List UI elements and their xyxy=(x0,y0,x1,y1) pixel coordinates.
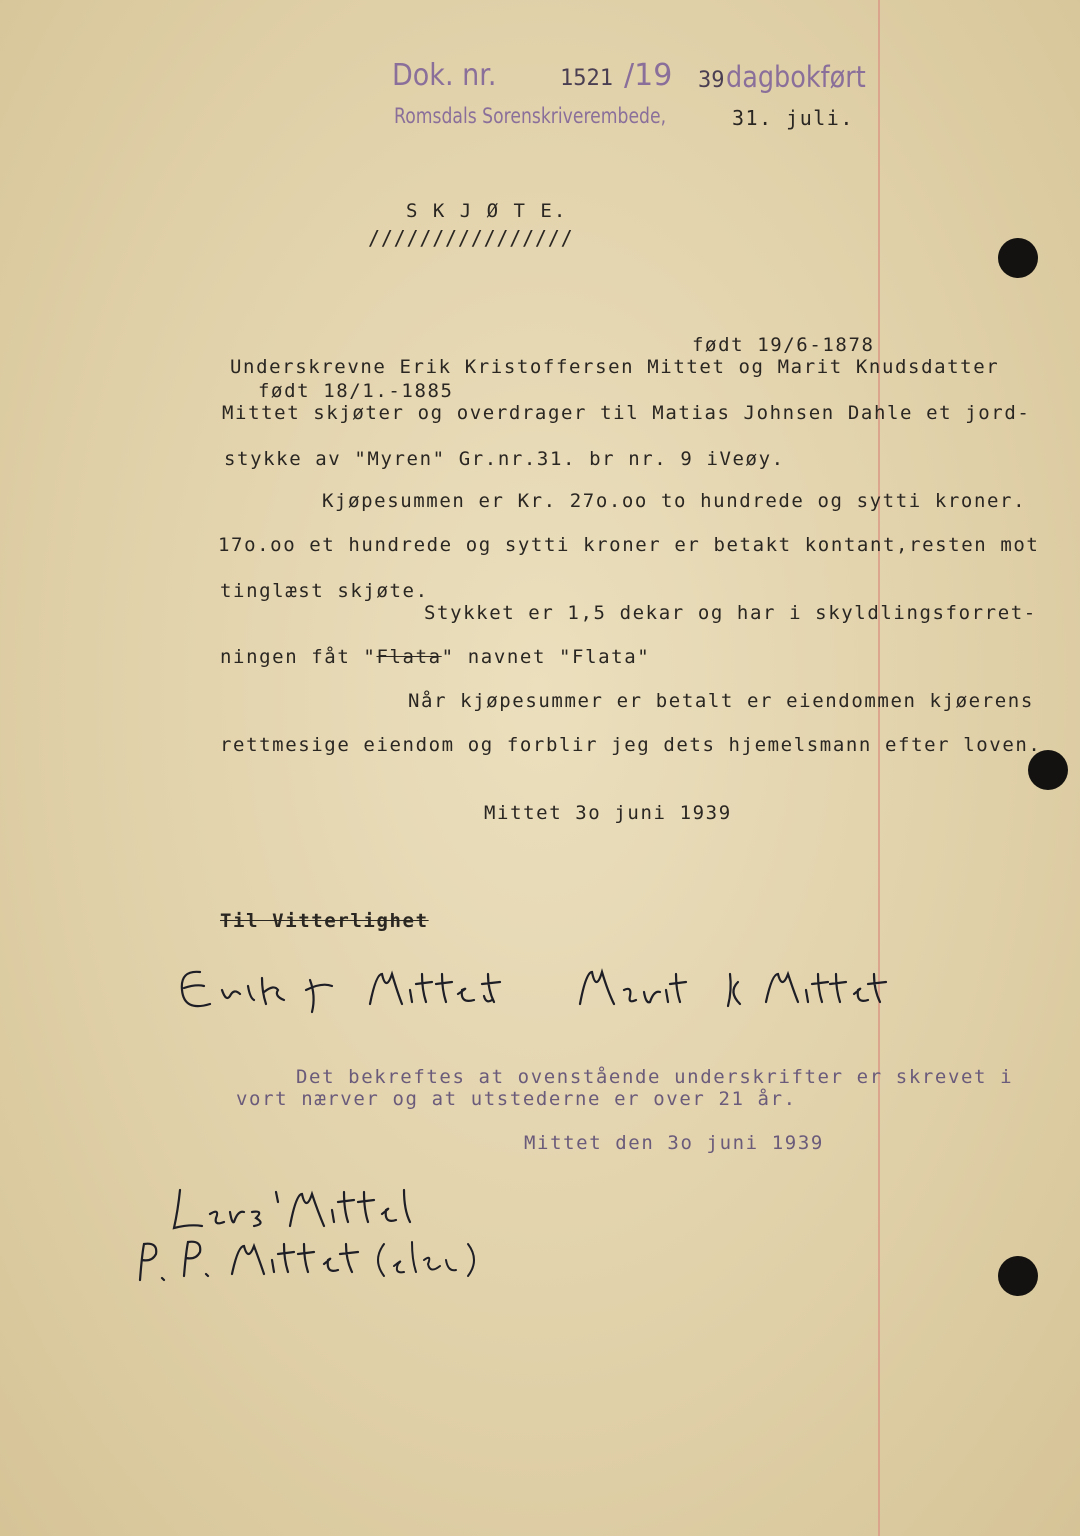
punch-hole-bottom xyxy=(998,1256,1038,1296)
attestation-line-2: vort nærver og at utstederne er over 21 år. xyxy=(236,1088,797,1110)
title-underline: //////////////// xyxy=(368,226,574,250)
stamp-dok-number: 1521 xyxy=(560,66,613,91)
body-line-1: Underskrevne Erik Kristoffersen Mittet og Marit Knudsdatter xyxy=(230,356,1000,378)
body-line-4: Kjøpesummen er Kr. 27o.oo to hundrede og sytti kroner. xyxy=(322,490,1027,512)
attestation-line-1: Det bekreftes at ovenstående underskrifter er skrevet i xyxy=(296,1066,1014,1088)
body-line-9: Når kjøpesummer er betalt er eiendommen kjøerens xyxy=(408,690,1034,712)
signature-marit xyxy=(570,960,890,1020)
struck-word: Flata xyxy=(376,646,442,668)
punch-hole-middle xyxy=(1028,750,1068,790)
body-line-2: Mittet skjøter og overdrager til Matias Johnsen Dahle et jord- xyxy=(222,402,1031,424)
body-line-8-start: ningen fåt " xyxy=(220,646,377,668)
body-line-7: Stykket er 1,5 dekar og har i skyldlingsforret- xyxy=(424,602,1037,624)
stamp-dok-label: Dok. nr. xyxy=(392,58,497,93)
born-date-2: født 18/1.-1885 xyxy=(258,380,454,402)
signature-pp-mittet xyxy=(128,1230,518,1290)
punch-hole-top xyxy=(998,238,1038,278)
stamp-year-suffix: 39 xyxy=(698,68,725,93)
margin-rule xyxy=(878,0,880,1536)
born-date-1: født 19/6-1878 xyxy=(692,334,875,356)
body-line-6: tinglæst skjøte. xyxy=(220,580,429,602)
stamp-year-prefix: /19 xyxy=(624,58,673,93)
body-line-3: stykke av "Myren" Gr.nr.31. br nr. 9 iVeøy. xyxy=(224,448,785,470)
body-line-8-end: " navnet "Flata" xyxy=(441,646,651,668)
stamp-registered: dagbokført xyxy=(726,60,866,94)
signature-erik xyxy=(170,960,540,1020)
body-line-8 xyxy=(220,646,650,668)
place-date: Mittet 3o juni 1939 xyxy=(484,802,732,824)
document-title: S K J Ø T E. xyxy=(406,200,568,222)
stamp-date: 31. juli. xyxy=(732,106,854,130)
attestation-place-date: Mittet den 3o juni 1939 xyxy=(524,1132,824,1154)
witness-heading-struck: Til Vitterlighet xyxy=(220,910,429,932)
body-line-5: 17o.oo et hundrede og sytti kroner er betakt kontant,resten mot xyxy=(218,534,1040,556)
body-line-10: rettmesige eiendom og forblir jeg dets hjemelsmann efter loven. xyxy=(220,734,1042,756)
stamp-office: Romsdals Sorenskriverembede, xyxy=(394,104,667,128)
